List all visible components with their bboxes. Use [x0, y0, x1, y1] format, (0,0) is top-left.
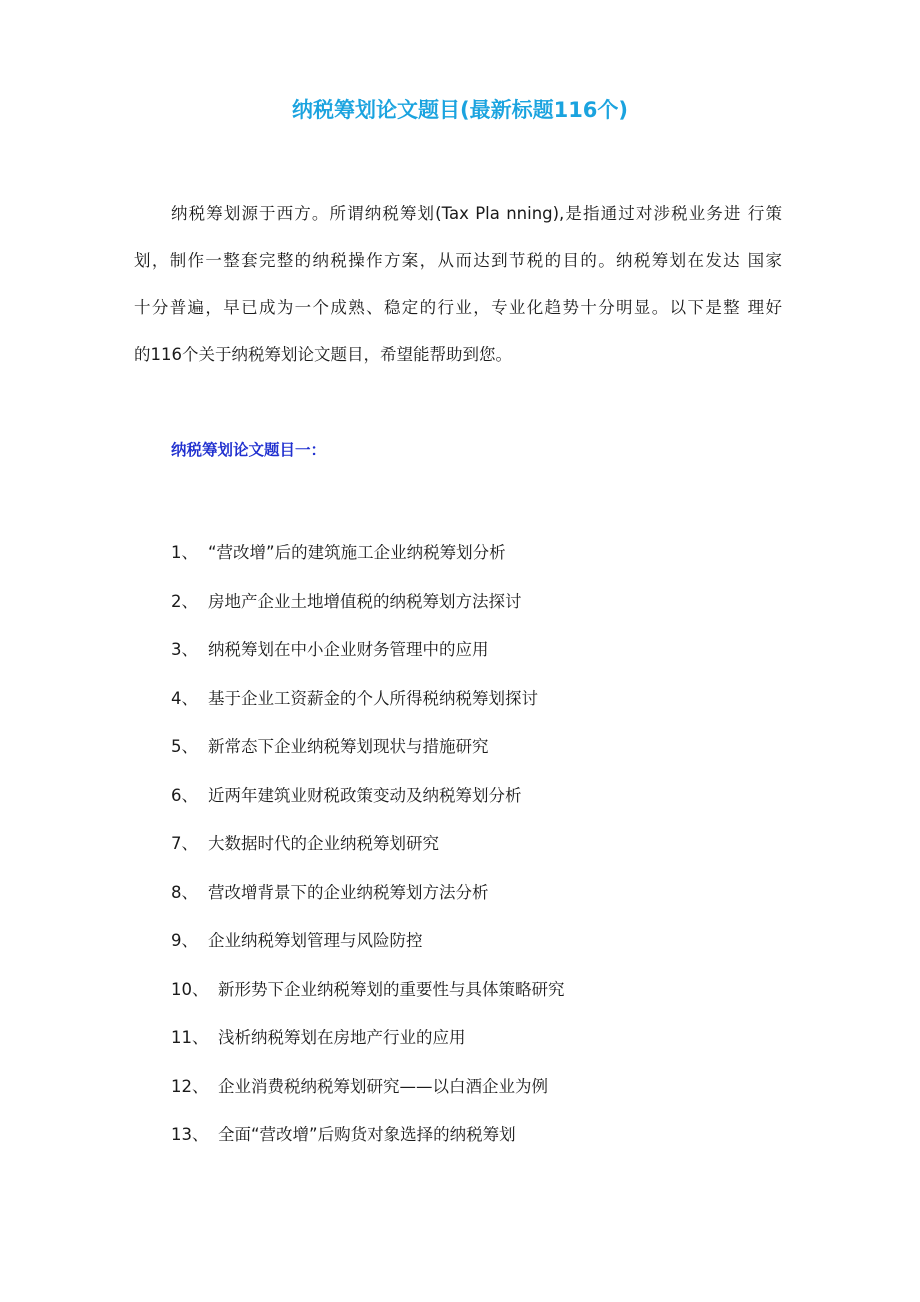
item-text: 纳税筹划在中小企业财务管理中的应用: [208, 640, 489, 659]
list-item: [171, 682, 791, 731]
item-text: 新形势下企业纳税筹划的重要性与具体策略研究: [218, 979, 565, 999]
item-number: 6、: [171, 785, 198, 805]
item-number: 3、: [171, 640, 198, 659]
item-number: 1、: [171, 543, 198, 562]
item-number: 13、: [171, 1125, 209, 1144]
intro-line: 划，制作一整套完整的纳税操作方案，从而达到节税的目的。纳税筹划在发达 国家: [134, 251, 782, 270]
list-item: [171, 585, 791, 634]
item-text: 全面“营改增”后购货对象选择的纳税筹划: [218, 1125, 516, 1144]
topic-list: [171, 536, 791, 1167]
item-number: 7、: [171, 834, 198, 853]
document-title: 纳税筹划论文题目(最新标题116个): [291, 98, 629, 122]
item-text: 新常态下企业纳税筹划现状与措施研究: [208, 737, 489, 756]
item-number: 12、: [171, 1076, 209, 1096]
item-number: 10、: [171, 979, 209, 999]
list-item: [171, 876, 791, 925]
item-text: “营改增”后的建筑施工企业纳税筹划分析: [208, 543, 506, 562]
item-number: 4、: [171, 688, 198, 708]
item-text: 浅析纳税筹划在房地产行业的应用: [218, 1028, 466, 1047]
list-item: [171, 536, 791, 585]
intro-line: 纳税筹划源于西方。所谓纳税筹划(Tax Pla nning),是指通过对涉税业务进 行策: [171, 204, 782, 223]
list-item: [171, 633, 791, 682]
section-heading: 纳税筹划论文题目一：: [171, 441, 327, 459]
item-number: 2、: [171, 591, 198, 611]
item-number: 8、: [171, 882, 198, 902]
intro-paragraph: [134, 196, 782, 384]
item-text: 近两年建筑业财税政策变动及纳税筹划分析: [208, 785, 522, 805]
list-item: [171, 779, 791, 828]
item-number: 5、: [171, 737, 198, 756]
item-text: 企业消费税纳税筹划研究——以白酒企业为例: [218, 1076, 548, 1096]
list-item: [171, 1070, 791, 1119]
item-text: 大数据时代的企业纳税筹划研究: [208, 834, 439, 853]
item-text: 企业纳税筹划管理与风险防控: [208, 931, 423, 950]
intro-line: 十分普遍，早已成为一个成熟、稳定的行业，专业化趋势十分明显。以下是整 理好: [134, 298, 782, 317]
item-text: 营改增背景下的企业纳税筹划方法分析: [208, 882, 489, 902]
list-item: [171, 1021, 791, 1070]
item-text: 基于企业工资薪金的个人所得税纳税筹划探讨: [208, 688, 538, 708]
intro-line: 的116个关于纳税筹划论文题目，希望能帮助到您。: [134, 345, 512, 364]
list-item: [171, 827, 791, 876]
item-number: 11、: [171, 1028, 209, 1047]
list-item: [171, 730, 791, 779]
item-number: 9、: [171, 931, 198, 950]
list-item: [171, 973, 791, 1022]
list-item: [171, 924, 791, 973]
list-item: [171, 1118, 791, 1167]
item-text: 房地产企业土地增值税的纳税筹划方法探讨: [208, 591, 522, 611]
